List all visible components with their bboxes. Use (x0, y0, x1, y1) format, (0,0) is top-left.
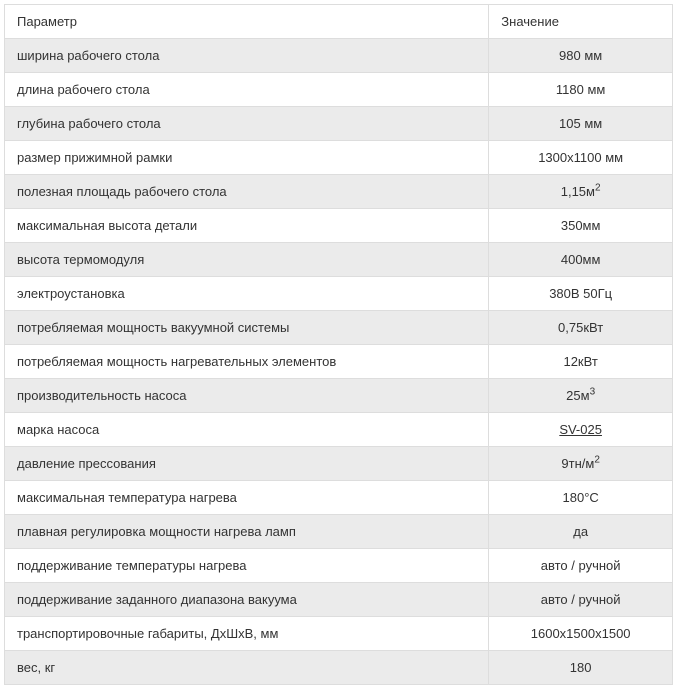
table-row (5, 651, 673, 685)
table-row (5, 209, 673, 243)
param-cell: полезная площадь рабочего стола (5, 175, 489, 209)
param-cell: размер прижимной рамки (5, 141, 489, 175)
table-row (5, 311, 673, 345)
param-cell: ширина рабочего стола (5, 39, 489, 73)
table-row (5, 583, 673, 617)
table-header (5, 5, 673, 39)
value-cell: да (489, 515, 673, 549)
value-cell: 350мм (489, 209, 673, 243)
column-header-param: Параметр (5, 5, 489, 39)
table-row (5, 413, 673, 447)
param-cell: высота термомодуля (5, 243, 489, 277)
value-cell: 400мм (489, 243, 673, 277)
column-header-value: Значение (489, 5, 673, 39)
value-cell: 380В 50Гц (489, 277, 673, 311)
header-row (5, 5, 673, 39)
table-row (5, 617, 673, 651)
value-cell: 980 мм (489, 39, 673, 73)
value-cell: 1600х1500х1500 (489, 617, 673, 651)
value-cell: 105 мм (489, 107, 673, 141)
table-row (5, 141, 673, 175)
param-cell: марка насоса (5, 413, 489, 447)
param-cell: поддерживание температуры нагрева (5, 549, 489, 583)
param-cell: поддерживание заданного диапазона вакуума (5, 583, 489, 617)
table-row (5, 107, 673, 141)
value-cell: $9тн/м^2$ (489, 447, 673, 481)
table-row (5, 175, 673, 209)
value-cell: авто / ручной (489, 583, 673, 617)
value-cell: $1,15м^2$ (489, 175, 673, 209)
param-cell: длина рабочего стола (5, 73, 489, 107)
param-cell: производительность насоса (5, 379, 489, 413)
superscript: 2 (594, 454, 600, 466)
param-cell: вес, кг (5, 651, 489, 685)
table-row (5, 515, 673, 549)
table-row (5, 549, 673, 583)
table-row (5, 345, 673, 379)
param-cell: давление прессования (5, 447, 489, 481)
param-cell: плавная регулировка мощности нагрева ламп (5, 515, 489, 549)
param-cell: глубина рабочего стола (5, 107, 489, 141)
param-cell: электроустановка (5, 277, 489, 311)
superscript: 3 (589, 386, 596, 398)
pump-model-link[interactable]: SV-025 (559, 422, 602, 437)
param-cell: максимальная высота детали (5, 209, 489, 243)
table-row (5, 447, 673, 481)
table-row (5, 243, 673, 277)
value-cell: 0,75кВт (489, 311, 673, 345)
table-row (5, 73, 673, 107)
value-cell: 1300х1100 мм (489, 141, 673, 175)
table-row (5, 481, 673, 515)
superscript: 2 (594, 182, 601, 194)
value-cell: $25м^3$ (489, 379, 673, 413)
value-cell: 12кВт (489, 345, 673, 379)
spec-table (4, 4, 673, 685)
value-cell: 1180 мм (489, 73, 673, 107)
table-row (5, 39, 673, 73)
table-row (5, 379, 673, 413)
param-cell: транспортировочные габариты, ДхШхВ, мм (5, 617, 489, 651)
table-row (5, 277, 673, 311)
param-cell: потребляемая мощность вакуумной системы (5, 311, 489, 345)
value-cell (489, 413, 673, 447)
param-cell: потребляемая мощность нагревательных элементов (5, 345, 489, 379)
table-body (5, 39, 673, 685)
value-cell: 180°С (489, 481, 673, 515)
param-cell: максимальная температура нагрева (5, 481, 489, 515)
value-cell: авто / ручной (489, 549, 673, 583)
value-cell: 180 (489, 651, 673, 685)
